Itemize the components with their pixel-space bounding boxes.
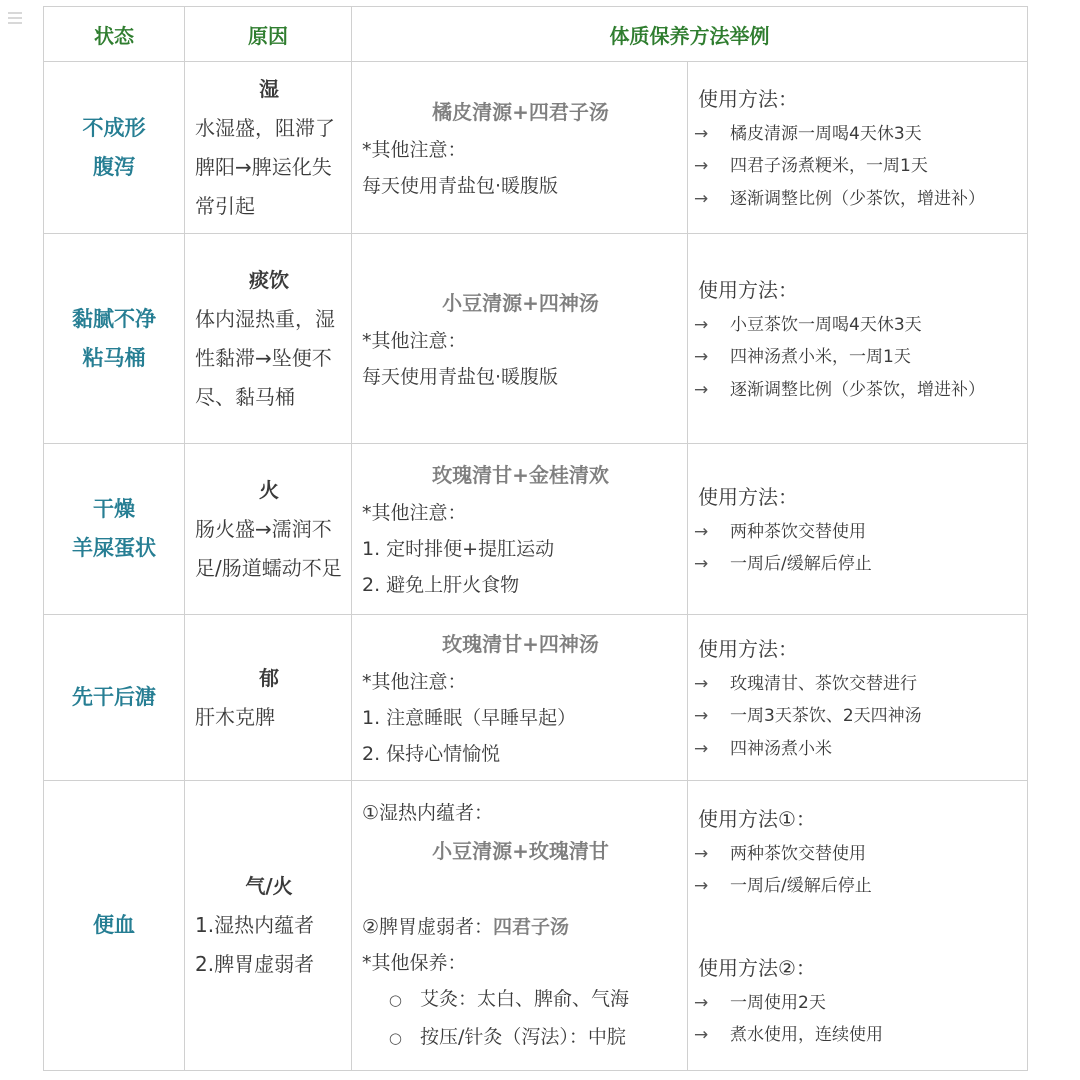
- reason-cell: [185, 615, 352, 781]
- note-label: *其他注意：: [362, 670, 467, 693]
- product-name: 小豆清源+四神汤: [442, 290, 599, 315]
- reason-cell: [185, 781, 352, 1071]
- bullet-item: ○ 按压/针灸（泻法）：中脘: [362, 1019, 679, 1057]
- product-name: 玫瑰清甘+金桂清欢: [432, 463, 609, 487]
- arrow-icon: →: [694, 992, 709, 1013]
- reason-title: 气/火: [245, 874, 293, 898]
- usage-item: → 一周后/缓解后停止: [698, 870, 1021, 903]
- table-header-row: [44, 7, 1028, 62]
- usage-item: → 四神汤煮小米，一周1天: [698, 341, 1021, 374]
- usage-item: → 逐渐调整比例（少茶饮，增进补）: [698, 183, 1021, 216]
- usage-cell: [688, 234, 1028, 444]
- note-label: *其他注意：: [362, 502, 467, 524]
- note-line: 1. 定时排便+提肛运动: [362, 538, 555, 560]
- note-line: 2. 保持心情愉悦: [362, 742, 501, 765]
- usage-item: → 玫瑰清甘、茶饮交替进行: [698, 668, 1021, 701]
- state-line: 腹泻: [93, 154, 135, 179]
- arrow-icon: →: [694, 673, 709, 694]
- state-line: 羊屎蛋状: [72, 536, 156, 560]
- state-line: 先干后溏: [72, 685, 156, 709]
- reason-line: 1.湿热内蕴者: [195, 913, 315, 937]
- case2-label: ②脾胃虚弱者：: [362, 915, 494, 938]
- state-line: 便血: [93, 913, 135, 937]
- arrow-icon: →: [694, 314, 709, 335]
- usage-item: → 四君子汤煮粳米，一周1天: [698, 150, 1021, 183]
- note-line: 1. 注意睡眠（早睡早起）: [362, 706, 577, 729]
- state-cell: [44, 444, 185, 615]
- note-label: *其他注意：: [362, 138, 467, 161]
- state-line: 粘马桶: [82, 345, 146, 370]
- case2-product: 四君子汤: [493, 915, 570, 938]
- method-cell: [352, 781, 688, 1071]
- circle-bullet-icon: ○: [388, 1028, 402, 1047]
- arrow-icon: →: [694, 156, 709, 177]
- reason-title: 痰饮: [249, 267, 289, 292]
- note-line: 2. 避免上肝火食物: [362, 574, 520, 596]
- usage-title: 使用方法②：: [698, 955, 816, 980]
- usage-item: → 一周使用2天: [698, 987, 1021, 1020]
- state-line: 黏腻不净: [72, 306, 156, 331]
- case1-label: ①湿热内蕴者：: [362, 801, 494, 824]
- reason-cell: [185, 234, 352, 444]
- arrow-icon: →: [694, 188, 709, 209]
- bullet-item: ○ 艾灸：太白、脾俞、气海: [362, 981, 679, 1019]
- state-cell: [44, 234, 185, 444]
- circle-bullet-icon: ○: [388, 990, 402, 1009]
- arrow-icon: →: [694, 379, 709, 400]
- reason-title: 湿: [259, 76, 279, 101]
- note-line: 每天使用青盐包·暖腹版: [362, 365, 559, 388]
- header-reason: 原因: [185, 7, 352, 62]
- state-cell: [44, 615, 185, 781]
- usage-item: → 两种茶饮交替使用: [698, 516, 1021, 549]
- reason-title: 火: [259, 477, 279, 502]
- usage-item: → 逐渐调整比例（少茶饮，增进补）: [698, 374, 1021, 407]
- usage-item: → 煮水使用，连续使用: [698, 1019, 1021, 1052]
- product-name: 玫瑰清甘+四神汤: [442, 631, 599, 656]
- note-line: 每天使用青盐包·暖腹版: [362, 174, 559, 197]
- method-cell: [352, 62, 688, 234]
- case1-product: 小豆清源+玫瑰清甘: [432, 838, 609, 863]
- usage-item: → 一周后/缓解后停止: [698, 548, 1021, 581]
- arrow-icon: →: [694, 738, 709, 759]
- usage-item: → 一周3天茶饮、2天四神汤: [698, 700, 1021, 733]
- usage-cell: [688, 781, 1028, 1071]
- table-row: [44, 615, 1028, 781]
- table-row: [44, 62, 1028, 234]
- reason-text: 水湿盛，阻滞了脾阳→脾运化失常引起: [195, 115, 335, 218]
- header-state: 状态: [44, 7, 185, 62]
- arrow-icon: →: [694, 521, 709, 542]
- method-cell: [352, 615, 688, 781]
- state-cell: [44, 62, 185, 234]
- usage-cell: [688, 444, 1028, 615]
- table-row: [44, 781, 1028, 1071]
- method-cell: [352, 234, 688, 444]
- usage-cell: [688, 62, 1028, 234]
- usage-item: → 两种茶饮交替使用: [698, 838, 1021, 871]
- usage-item: → 四神汤煮小米: [698, 733, 1021, 766]
- usage-title: 使用方法：: [698, 636, 798, 661]
- usage-item: → 小豆茶饮一周喝4天休3天: [698, 309, 1021, 342]
- arrow-icon: →: [694, 706, 709, 727]
- case2-line: [362, 909, 679, 945]
- usage-title: 使用方法：: [698, 277, 798, 302]
- state-cell: [44, 781, 185, 1071]
- header-method: 体质保养方法举例: [352, 7, 1028, 62]
- reason-text: 肠火盛→濡润不足/肠道蠕动不足: [195, 516, 342, 580]
- reason-cell: [185, 62, 352, 234]
- arrow-icon: →: [694, 554, 709, 574]
- table-row: [44, 234, 1028, 444]
- reason-text: 肝木克脾: [195, 704, 275, 729]
- usage-cell: [688, 615, 1028, 781]
- reason-line: 2.脾胃虚弱者: [195, 952, 315, 976]
- usage-title: 使用方法①：: [698, 806, 816, 831]
- product-name: 橘皮清源+四君子汤: [432, 99, 609, 124]
- constitution-care-table: [43, 6, 1028, 1071]
- state-line: 不成形: [82, 115, 146, 140]
- reason-cell: [185, 444, 352, 615]
- arrow-icon: →: [694, 1025, 709, 1045]
- method-cell: [352, 444, 688, 615]
- usage-title: 使用方法：: [698, 86, 798, 111]
- note-label: *其他注意：: [362, 329, 467, 352]
- note-label: *其他保养：: [362, 951, 467, 974]
- state-line: 干燥: [93, 497, 135, 521]
- menu-icon[interactable]: [8, 12, 22, 27]
- arrow-icon: →: [694, 843, 709, 864]
- usage-title: 使用方法：: [698, 484, 798, 509]
- reason-text: 体内湿热重，湿性黏滞→坠便不尽、黏马桶: [195, 306, 335, 409]
- table-row: [44, 444, 1028, 615]
- arrow-icon: →: [694, 347, 709, 368]
- arrow-icon: →: [694, 876, 709, 896]
- usage-item: → 橘皮清源一周喝4天休3天: [698, 118, 1021, 151]
- arrow-icon: →: [694, 123, 709, 144]
- reason-title: 郁: [259, 665, 279, 690]
